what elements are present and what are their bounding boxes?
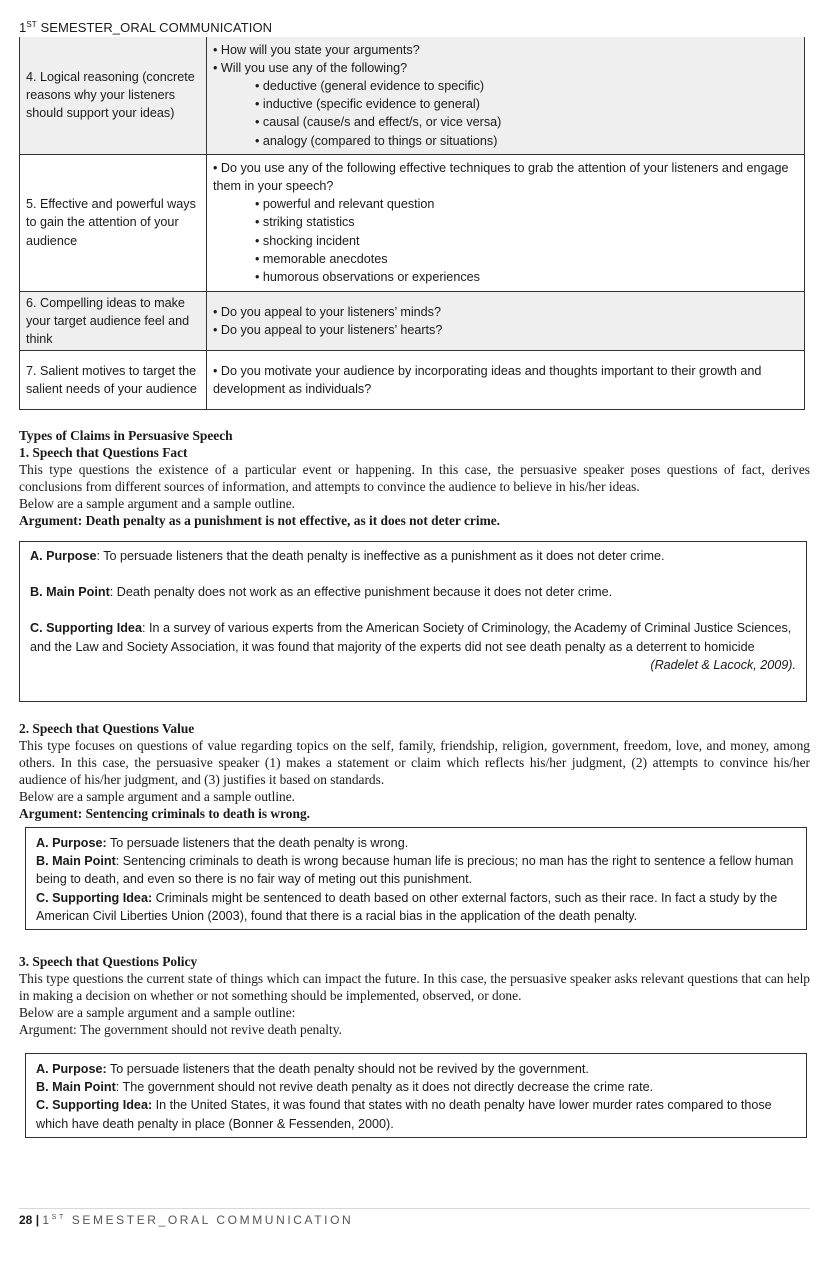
purpose-text: To persuade listeners that the death penalty is wrong. <box>106 836 409 850</box>
outline-supporting-idea <box>30 619 796 655</box>
purpose-label: A. Purpose <box>30 549 97 563</box>
policy-sample: Below are a sample argument and a sample outline: <box>19 1005 296 1020</box>
supporting-label: C. Supporting Idea: <box>36 890 153 905</box>
supporting-label: C. Supporting Idea <box>30 621 142 636</box>
footer-sup: ST <box>51 1214 66 1221</box>
header-prefix: 1 <box>19 20 27 35</box>
outline-supporting-idea <box>36 1096 796 1132</box>
policy-heading: 3. Speech that Questions Policy <box>19 954 198 969</box>
row-label: 6. Compelling ideas to make your target audience feel and think <box>20 291 207 351</box>
row-questions <box>207 351 805 410</box>
section-title: Types of Claims in Persuasive Speech <box>19 428 233 443</box>
row-questions <box>207 291 805 351</box>
main-point-label: B. Main Point <box>36 854 116 869</box>
supporting-label: C. Supporting Idea: <box>36 1098 153 1113</box>
purpose-text: To persuade listeners that the death penalty should not be revived by the government. <box>106 1062 589 1076</box>
question-subline: • striking statistics <box>255 215 355 230</box>
fact-section <box>19 427 810 529</box>
question-subline: • inductive (specific evidence to general) <box>255 97 480 112</box>
outline-main-point <box>30 583 796 601</box>
row-questions <box>207 37 805 154</box>
page-header <box>19 20 272 35</box>
purpose-text: : To persuade listeners that the death penalty is ineffective as a punishment as it does not deter crime. <box>96 549 665 563</box>
main-point-text: : The government should not revive death penalty as it does not directly decrease the crime rate. <box>115 1080 654 1095</box>
value-section <box>19 720 810 822</box>
fact-body: This type questions the existence of a particular event or happening. In this case, the persuasive speaker poses questions of fact, derives conclusions from different sources of information, and attempts to convince the audience to believe in his/her ideas. <box>19 462 810 494</box>
question-line: • Do you appeal to your listeners’ hearts? <box>213 322 443 337</box>
policy-argument: Argument: The government should not revive death penalty. <box>19 1022 342 1037</box>
table-row <box>20 291 805 351</box>
outline-main-point <box>36 1078 796 1096</box>
row-label: 7. Salient motives to target the salient needs of your audience <box>20 351 207 410</box>
value-sample: Below are a sample argument and a sample outline. <box>19 789 296 804</box>
outline-citation: (Radelet & Lacock, 2009). <box>650 657 796 672</box>
page-footer <box>19 1208 810 1227</box>
table-row <box>20 37 805 154</box>
question-line: • Do you appeal to your listeners’ minds? <box>213 304 441 319</box>
row-label: 5. Effective and powerful ways to gain the attention of your audience <box>20 154 207 291</box>
question-subline: • humorous observations or experiences <box>255 270 480 284</box>
fact-sample: Below are a sample argument and a sample outline. <box>19 496 296 511</box>
outline-purpose <box>36 834 796 852</box>
supporting-text: : In a survey of various experts from the American Society of Criminology, the Academy of Criminal Justice Sciences, and the Law and Society Association, it was found that majority of the experts did not see death penalty as a deterrent to homicide <box>30 621 792 654</box>
row-questions <box>207 154 805 291</box>
table-row <box>20 154 805 291</box>
footer-separator: | <box>32 1213 43 1227</box>
main-point-label: B. Main Point <box>36 1080 116 1095</box>
fact-heading: 1. Speech that Questions Fact <box>19 445 188 460</box>
purpose-label: A. Purpose: <box>36 836 107 850</box>
footer-prefix: 1 <box>42 1213 52 1227</box>
header-sup: ST <box>26 20 37 29</box>
value-outline-box <box>25 827 807 930</box>
question-subline: • causal (cause/s and effect/s, or vice versa) <box>255 115 502 130</box>
main-point-text: : Death penalty does not work as an effective punishment because it does not deter crime. <box>109 585 613 600</box>
main-point-text: : Sentencing criminals to death is wrong because human life is precious; no man has the right to sentence a fellow human being to death, and even so there is no fair way of meting out this punishment. <box>36 854 794 887</box>
question-subline: • powerful and relevant question <box>255 197 435 212</box>
main-point-label: B. Main Point <box>30 585 110 600</box>
purpose-label: A. Purpose: <box>36 1062 107 1076</box>
value-body: This type focuses on questions of value regarding topics on the self, family, friendship, religion, government, freedom, love, and money, among others. In this case, the persuasive speaker (1) makes a statement or claim which reflects his/her judgment, (2) attempts to convince his/her audience of his/her judgment, and (3) justifies it based on standards. <box>19 738 810 787</box>
question-line: • Do you motivate your audience by incorporating ideas and thoughts important to their growth and development as individuals? <box>213 363 762 397</box>
row-label: 4. Logical reasoning (concrete reasons why your listeners should support your ideas) <box>20 37 207 154</box>
question-subline: • shocking incident <box>255 233 360 248</box>
criteria-table <box>19 37 805 410</box>
table-row <box>20 351 805 410</box>
question-line: • How will you state your arguments? <box>213 42 420 57</box>
outline-main-point <box>36 852 796 888</box>
policy-section <box>19 953 810 1038</box>
outline-supporting-idea <box>36 889 796 925</box>
policy-body: This type questions the current state of things which can impact the future. In this case, the persuasive speaker asks relevant questions that can help in making a decision on whether or not something should be implemented, observed, or done. <box>19 971 810 1003</box>
question-line: • Will you use any of the following? <box>213 60 408 75</box>
fact-outline-box <box>19 541 807 702</box>
value-argument: Argument: Sentencing criminals to death is wrong. <box>19 806 310 821</box>
question-subline: • analogy (compared to things or situations) <box>255 133 498 148</box>
question-subline: • deductive (general evidence to specific) <box>255 79 485 94</box>
supporting-text: In the United States, it was found that states with no death penalty have lower murder rates compared to those which have death penalty in place (Bonner & Fessenden, 2000). <box>36 1098 772 1131</box>
page-number: 28 <box>19 1213 33 1227</box>
outline-purpose <box>30 547 796 565</box>
header-suffix: SEMESTER_ORAL COMMUNICATION <box>36 20 273 35</box>
fact-argument: Argument: Death penalty as a punishment is not effective, as it does not deter crime. <box>19 513 501 528</box>
value-heading: 2. Speech that Questions Value <box>19 721 195 736</box>
question-subline: • memorable anecdotes <box>255 251 388 266</box>
question-line: • Do you use any of the following effective techniques to grab the attention of your listeners and engage them in your speech? <box>213 160 789 193</box>
supporting-text: Criminals might be sentenced to death based on other external factors, such as their race. In fact a study by the American Civil Liberties Union (2003), found that there is a racial bias in the application of the death penalty. <box>36 890 778 923</box>
outline-purpose <box>36 1060 796 1078</box>
policy-outline-box <box>25 1053 807 1138</box>
footer-title: SEMESTER_ORAL COMMUNICATION <box>65 1213 354 1227</box>
